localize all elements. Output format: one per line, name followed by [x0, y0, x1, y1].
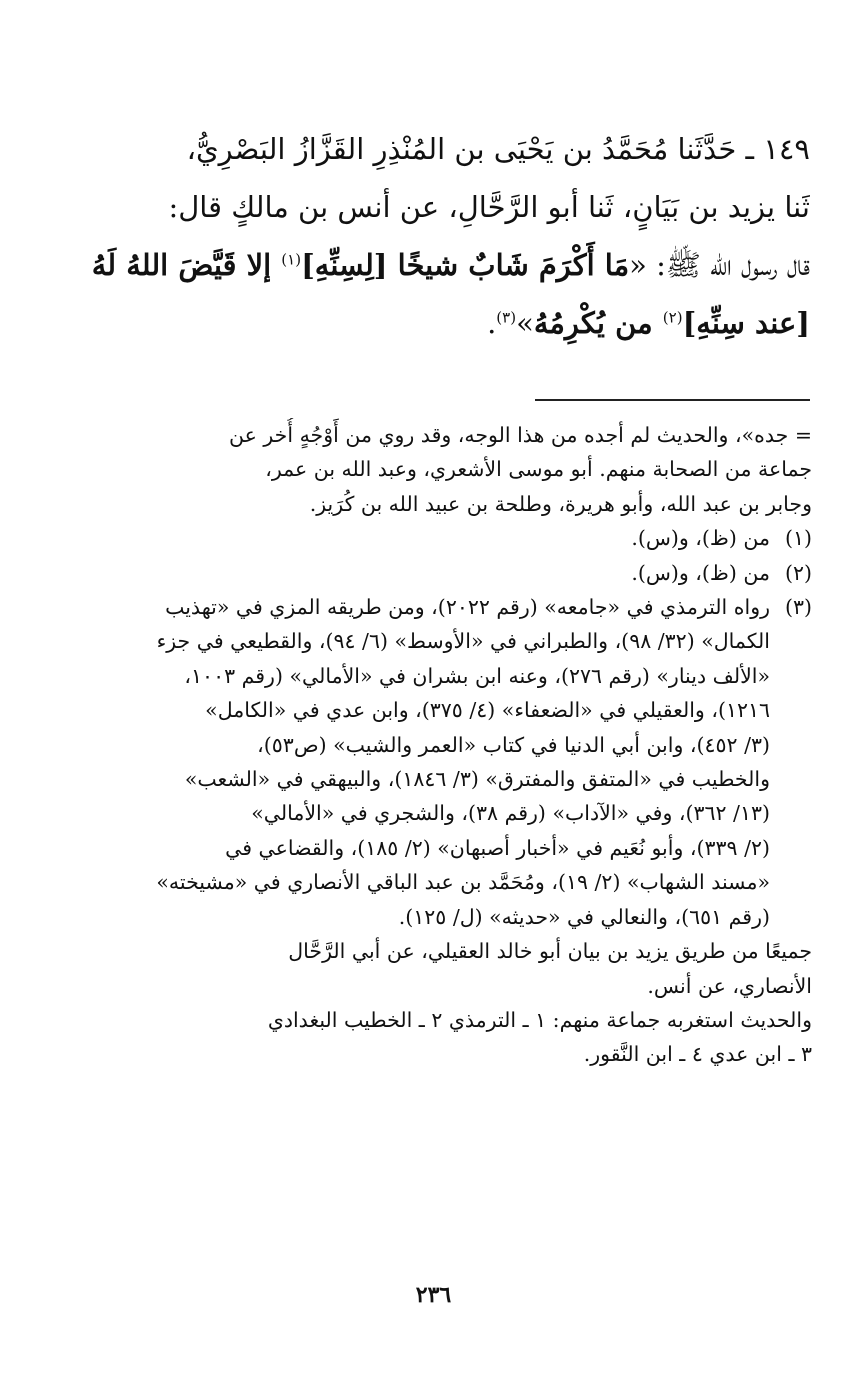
- footnote-ref-1: (١): [281, 250, 302, 269]
- footnote-1: [40, 521, 812, 555]
- footnote-ref-2: (٢): [662, 308, 683, 327]
- hadith-matn-part-1: مَا أَكْرَمَ شَابٌ شيخًا [لِسِنِّهِ]: [301, 248, 630, 282]
- footnote-3-line: (رقم ٦٥١)، والنعالي في «حديثه» (ل/ ١٢٥).: [398, 904, 770, 929]
- footnote-continuation-line: جماعة من الصحابة منهم. أبو موسى الأشعري، وعبد الله بن عمر،: [265, 457, 812, 482]
- footnote-separator: [535, 399, 810, 401]
- hadith-matn-part-3: [عند سِنِّهِ]: [682, 306, 810, 340]
- footnote-text: رواه الترمذي في «جامعه» (رقم ٢٠٢٢)، ومن طريقه المزي في «تهذيب: [165, 595, 770, 620]
- footnote-3-line: (٢/ ٣٣٩)، وأبو نُعَيم في «أخبار أصبهان» (٢/ ١٨٥)، والقضاعي في: [225, 835, 770, 860]
- footnote-number: (٢): [784, 560, 812, 585]
- closing-quote: »: [516, 306, 534, 340]
- footnote-paragraph-line: ٣ ـ ابن عدي ٤ ـ ابن النَّقور.: [583, 1042, 812, 1067]
- footnote-3-line: «مسند الشهاب» (٢/ ١٩)، ومُحَمَّد بن عبد الباقي الأنصاري في «مشيخته»: [156, 870, 770, 895]
- footnote-3-line: ١٢١٦)، والعقيلي في «الضعفاء» (٤/ ٣٧٥)، وابن عدي في «الكامل»: [205, 698, 770, 723]
- page-number: ٢٣٦: [415, 1282, 452, 1308]
- footnote-number: (٣): [784, 595, 812, 620]
- hadith-line-4: [40, 294, 810, 352]
- footnote-3-line: الكمال» (٣٢/ ٩٨)، والطبراني في «الأوسط» (٦/ ٩٤)، والقطيعي في جزء: [156, 629, 770, 654]
- footnotes: [40, 418, 812, 1072]
- footnote-3-line: [40, 590, 812, 624]
- hadith-text: [40, 120, 810, 352]
- hadith-intro: قال رسول الله ﷺ: «: [629, 248, 810, 282]
- footnote-3-line: والخطيب في «المتفق والمفترق» (٣/ ١٨٤٦)، والبيهقي في «الشعب»: [184, 767, 770, 792]
- footnote-3-line: (٣/ ٤٥٢)، وابن أبي الدنيا في كتاب «العمر والشيب» (ص٥٣)،: [257, 732, 770, 757]
- footnote-text: من (ظ)، و(س).: [631, 560, 770, 585]
- hadith-line-3: [40, 236, 810, 294]
- hadith-matn-part-4: من يُكْرِمُهُ: [533, 306, 663, 340]
- footnote-3-line: (١٣/ ٣٦٢)، وفي «الآداب» (رقم ٣٨)، والشجري في «الأمالي»: [251, 801, 770, 826]
- hadith-line-2: ثَنا يزيد بن بَيَانٍ، ثَنا أبو الرَّحَّالِ، عن أنس بن مالكٍ قال:: [168, 190, 810, 224]
- hadith-matn-part-2: إلا قَيَّضَ اللهُ لَهُ: [91, 248, 282, 282]
- footnote-text: من (ظ)، و(س).: [631, 526, 770, 551]
- footnote-3-line: «الألف دينار» (رقم ٢٧٦)، وعنه ابن بشران في «الأمالي» (رقم ١٠٠٣،: [184, 663, 770, 688]
- footnote-continuation-line: وجابر بن عبد الله، وأبو هريرة، وطلحة بن عبيد الله بن كُرَيز.: [309, 491, 812, 516]
- final-period: .: [487, 306, 497, 340]
- footnote-paragraph-line: والحديث استغربه جماعة منهم: ١ ـ الترمذي ٢ ـ الخطيب البغدادي: [267, 1007, 812, 1032]
- footnote-ref-3: (٣): [496, 308, 517, 327]
- footnote-paragraph-line: جميعًا من طريق يزيد بن بيان أبو خالد العقيلي، عن أبي الرَّحَّال: [288, 939, 812, 964]
- footnote-paragraph-line: الأنصاري، عن أنس.: [647, 973, 812, 998]
- hadith-line-1: ١٤٩ ـ حَدَّثَنا مُحَمَّدُ بن يَحْيَى بن المُنْذِرِ القَزَّازُ البَصْرِيُّ،: [186, 132, 810, 166]
- footnote-2: [40, 556, 812, 590]
- footnote-continuation-line: = جده»، والحديث لم أجده من هذا الوجه، وقد روي من أَوْجُهٍ أُخر عن: [229, 423, 812, 447]
- footnote-number: (١): [784, 526, 812, 551]
